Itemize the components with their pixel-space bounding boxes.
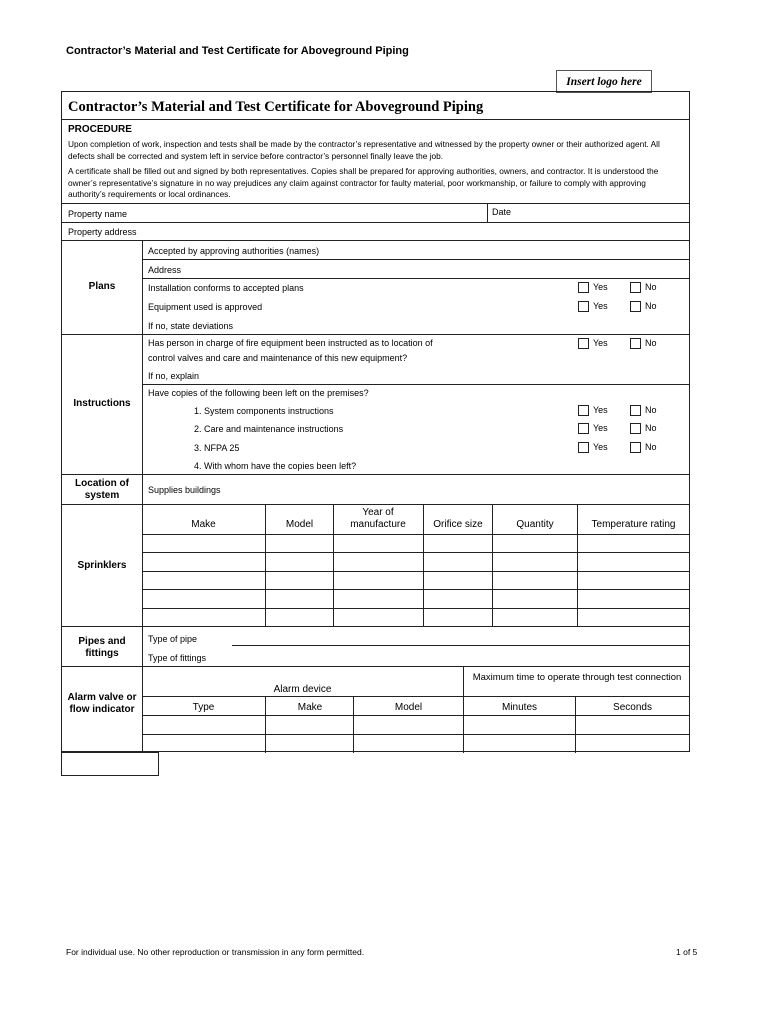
- yes-label: Yes: [593, 301, 608, 311]
- location-label: Location of system: [75, 478, 129, 501]
- address-label: Address: [148, 265, 182, 275]
- table-row: [142, 608, 689, 609]
- item3-no-checkbox[interactable]: [630, 442, 641, 453]
- form-title: Contractor’s Material and Test Certificate for Aboveground Piping: [68, 99, 484, 115]
- procedure-text-2: A certificate shall be filled out and signed by both representatives. Copies shall be prepared for approving authorities, owners, and contractor. It is understood the owner’s representative’s signature in no way prejudices any claim against contractor for faulty material, poor workmanship, or failure to comply with approving authority’s requirements or local ordinances.: [68, 166, 659, 199]
- divider: [62, 203, 689, 204]
- sprinklers-label: Sprinklers: [77, 560, 127, 571]
- alarm-header-minutes: Minutes: [501, 702, 537, 713]
- label-column-divider: [142, 240, 143, 753]
- installation-conforms-label: Installation conforms to accepted plans: [148, 283, 304, 293]
- divider: [333, 504, 334, 626]
- table-row: [142, 534, 689, 535]
- person-instructed-line2: control valves and care and maintenance of this new equipment?: [148, 353, 408, 363]
- divider: [265, 504, 266, 626]
- divider: [265, 696, 266, 753]
- logo-placeholder: Insert logo here: [556, 70, 652, 93]
- instructions-label: Instructions: [73, 398, 131, 409]
- item2-no-checkbox[interactable]: [630, 423, 641, 434]
- sprinkler-header-temperature: Temperature rating: [591, 519, 676, 530]
- plans-label: Plans: [88, 281, 116, 292]
- copies-item-4: 4. With whom have the copies been left?: [194, 461, 357, 471]
- installation-conforms-no-checkbox[interactable]: [630, 282, 641, 293]
- if-no-deviations-label: If no, state deviations: [148, 321, 234, 331]
- equipment-approved-label: Equipment used is approved: [148, 302, 263, 312]
- divider: [62, 334, 689, 335]
- max-time-header: Maximum time to operate through test connection: [472, 672, 682, 683]
- item3-yes-checkbox[interactable]: [578, 442, 589, 453]
- date-label: Date: [492, 207, 512, 217]
- alarm-header-type: Type: [192, 702, 215, 713]
- no-label: No: [645, 301, 657, 311]
- property-name-label: Property name: [68, 209, 128, 219]
- no-label: No: [645, 423, 657, 433]
- yes-label: Yes: [593, 282, 608, 292]
- table-row: [142, 715, 689, 716]
- sprinkler-header-model: Model: [285, 519, 314, 530]
- if-no-explain-label: If no, explain: [148, 371, 200, 381]
- table-row: [142, 734, 689, 735]
- divider: [142, 259, 689, 260]
- copies-question: Have copies of the following been left on the premises?: [148, 388, 369, 398]
- divider: [575, 696, 576, 753]
- alarm-header-model: Model: [394, 702, 423, 713]
- alarm-header-seconds: Seconds: [613, 702, 652, 713]
- type-of-pipe-line: [232, 645, 689, 646]
- divider: [142, 384, 689, 385]
- sprinkler-header-make: Make: [191, 519, 216, 530]
- divider: [62, 504, 689, 505]
- divider: [62, 222, 689, 223]
- no-label: No: [645, 282, 657, 292]
- alarm-label: Alarm valve or flow indicator: [67, 692, 137, 715]
- copies-item-1: 1. System components instructions: [194, 406, 334, 416]
- divider: [353, 696, 354, 753]
- footer-notice: For individual use. No other reproduction or transmission in any form permitted.: [66, 947, 365, 957]
- person-instructed-line1: Has person in charge of fire equipment been instructed as to location of: [148, 338, 433, 348]
- procedure-heading: PROCEDURE: [68, 124, 132, 135]
- item1-no-checkbox[interactable]: [630, 405, 641, 416]
- alarm-device-header: Alarm device: [273, 684, 332, 695]
- divider: [423, 504, 424, 626]
- divider: [487, 203, 488, 222]
- divider: [62, 666, 689, 667]
- divider: [577, 504, 578, 626]
- property-address-label: Property address: [68, 227, 137, 237]
- divider: [62, 474, 689, 475]
- page-header: Contractor’s Material and Test Certificate for Aboveground Piping: [66, 45, 409, 57]
- pipes-label: Pipes and fittings: [78, 636, 126, 659]
- type-of-fittings-label: Type of fittings: [148, 653, 207, 663]
- yes-label: Yes: [593, 442, 608, 452]
- supplies-buildings-label: Supplies buildings: [148, 485, 221, 495]
- alarm-header-make: Make: [297, 702, 323, 713]
- no-label: No: [645, 338, 657, 348]
- certificate-form: [61, 91, 690, 752]
- procedure-text-1: Upon completion of work, inspection and tests shall be made by the contractor’s representative and witnessed by the property owner or their authorized agent. All defects shall be corrected and system left in service before contractor’s personnel finally leave the job.: [68, 139, 660, 161]
- signature-box[interactable]: [61, 752, 159, 776]
- page-number: 1 of 5: [676, 947, 698, 957]
- person-instructed-yes-checkbox[interactable]: [578, 338, 589, 349]
- yes-label: Yes: [593, 405, 608, 415]
- person-instructed-no-checkbox[interactable]: [630, 338, 641, 349]
- divider: [142, 278, 689, 279]
- table-row: [142, 571, 689, 572]
- divider: [142, 696, 689, 697]
- table-row: [142, 589, 689, 590]
- sprinkler-header-quantity: Quantity: [516, 519, 554, 530]
- no-label: No: [645, 442, 657, 452]
- item2-yes-checkbox[interactable]: [578, 423, 589, 434]
- copies-item-3: 3. NFPA 25: [194, 443, 240, 453]
- no-label: No: [645, 405, 657, 415]
- yes-label: Yes: [593, 338, 608, 348]
- divider: [62, 626, 689, 627]
- accepted-by-label: Accepted by approving authorities (names): [148, 246, 320, 256]
- installation-conforms-yes-checkbox[interactable]: [578, 282, 589, 293]
- sprinkler-header-year: Year of manufacture: [350, 507, 406, 530]
- table-row: [142, 552, 689, 553]
- copies-item-2: 2. Care and maintenance instructions: [194, 424, 344, 434]
- item1-yes-checkbox[interactable]: [578, 405, 589, 416]
- yes-label: Yes: [593, 423, 608, 433]
- sprinkler-header-orifice: Orifice size: [433, 519, 483, 530]
- divider: [62, 240, 689, 241]
- equipment-approved-yes-checkbox[interactable]: [578, 301, 589, 312]
- equipment-approved-no-checkbox[interactable]: [630, 301, 641, 312]
- divider: [492, 504, 493, 626]
- type-of-pipe-label: Type of pipe: [148, 634, 198, 644]
- divider: [62, 119, 689, 120]
